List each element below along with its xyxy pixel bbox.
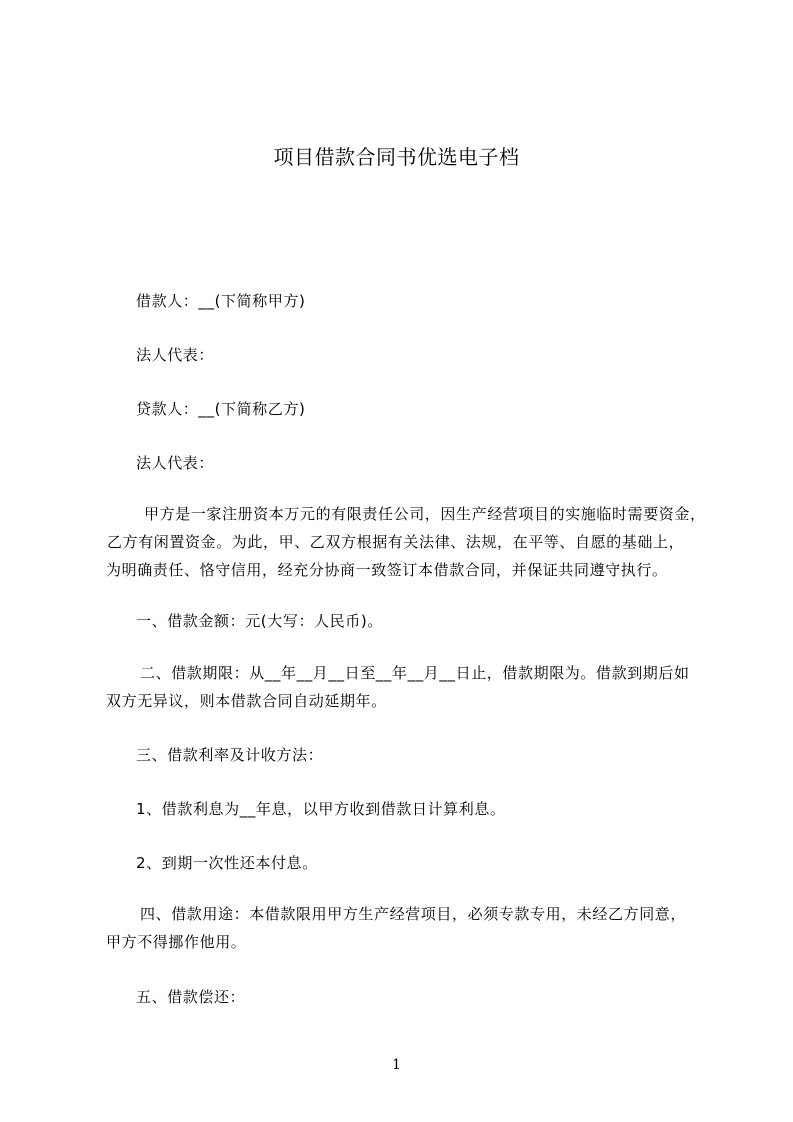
clause-loan-purpose-line-2: 甲方不得挪作他用。 bbox=[106, 933, 247, 951]
clause-interest-item-2: 2、到期一次性还本付息。 bbox=[136, 854, 318, 872]
borrower-line: 借款人：__(下简称甲方) bbox=[136, 292, 306, 310]
clause-interest-item-1: 1、借款利息为__年息，以甲方收到借款日计算利息。 bbox=[136, 800, 506, 818]
clause-loan-term bbox=[106, 659, 690, 715]
intro-line-1: 甲方是一家注册资本万元的有限责任公司，因生产经营项目的实施临时需要资金， bbox=[144, 505, 706, 523]
document-title: 项目借款合同书优选电子档 bbox=[273, 145, 520, 169]
clause-loan-purpose bbox=[106, 900, 686, 956]
clause-loan-term-line-2: 双方无异议，则本借款合同自动延期年。 bbox=[106, 692, 387, 710]
borrower-legal-rep-line: 法人代表： bbox=[136, 346, 215, 364]
clause-loan-purpose-line-1: 四、借款用途：本借款限用甲方生产经营项目，必须专款专用，未经乙方同意， bbox=[140, 905, 687, 923]
lender-line: 贷款人：__(下简称乙方) bbox=[136, 400, 306, 418]
lender-legal-rep-line: 法人代表： bbox=[136, 454, 215, 472]
page-number: 1 bbox=[392, 1057, 401, 1073]
clause-interest-heading: 三、借款利率及计收方法： bbox=[136, 746, 324, 764]
clause-loan-term-line-1: 二、借款期限：从__年__月__日至__年__月__日止，借款期限为。借款到期后如 bbox=[140, 664, 690, 682]
clause-repayment-heading: 五、借款偿还： bbox=[136, 988, 246, 1006]
intro-line-2: 乙方有闲置资金。为此，甲、乙双方根据有关法律、法规，在平等、自愿的基础上， bbox=[107, 533, 685, 551]
intro-line-3: 为明确责任、恪守信用，经充分协商一致签订本借款合同，并保证共同遵守执行。 bbox=[106, 561, 668, 579]
intro-paragraph bbox=[106, 500, 706, 584]
clause-loan-amount: 一、借款金额：元(大写：人民币)。 bbox=[136, 612, 383, 630]
